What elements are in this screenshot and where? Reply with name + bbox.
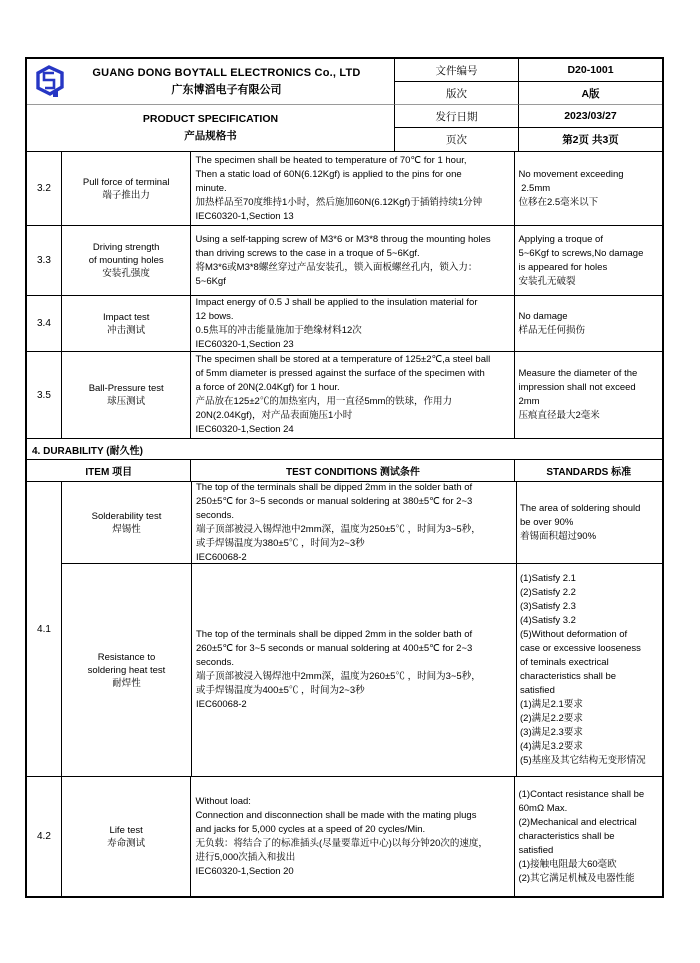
doc-title-en: PRODUCT SPECIFICATION (142, 113, 279, 125)
standards-cell: The area of soldering should be over 90% 着锡面积超过90% (520, 502, 641, 542)
row-number: 3.3 (27, 226, 62, 295)
standards-cell: No movement exceeding 2.5mm 位移在2.5毫米以下 (518, 168, 624, 208)
company-logo-icon (27, 65, 73, 99)
conditions-cell: The specimen shall be stored at a temperature of 125±2℃,a steel ball of 5mm diameter is pressed against the surface of the specimen with a force of 20N(2.04Kgf) for 1 hour. 产品放在125±2℃的加热室内，用一直径5mm的铁球，作用力 20N(2.04Kgf)，对产品表面施压1小时 IEC60320-1,Section 24 (191, 352, 515, 438)
field-value-doc-number: D20-1001 (519, 59, 662, 82)
item-cell: Impact test 冲击测试 (62, 296, 192, 351)
item-cell: Driving strength of mounting holes 安装孔强度 (62, 226, 192, 295)
field-label-revision: 版次 (395, 82, 519, 105)
document-header (27, 59, 662, 152)
column-header-conditions: TEST CONDITIONS 测试条件 (191, 460, 515, 481)
row-number: 3.2 (27, 152, 62, 225)
row-number: 3.5 (27, 352, 62, 438)
spec-table (25, 57, 664, 898)
field-label-page: 页次 (395, 128, 519, 151)
column-header-standards: STANDARDS 标准 (546, 467, 632, 478)
item-cell: Resistance to soldering heat test 耐焊性 (62, 564, 192, 776)
table-row-4-2 (27, 777, 662, 896)
doc-title-block (27, 105, 395, 151)
conditions-cell: Impact energy of 0.5 J shall be applied to the insulation material for 12 bows. 0.5焦耳的冲击能量施加于绝缘材料12次 IEC60320-1,Section 23 (191, 296, 515, 351)
row-number: 3.4 (27, 296, 62, 351)
doc-title-cn: 产品规格书 (184, 130, 237, 142)
company-block (27, 59, 395, 105)
conditions-cell: Using a self-tapping screw of M3*6 or M3*8 throug the mounting holes than driving screws to the case in a troque of 5~6Kgf. 将M3*6或M3*8螺丝穿过产品安装孔，锁入面板螺丝孔内，锁入力： 5~6Kgf (191, 226, 515, 295)
field-label-issue-date: 发行日期 (395, 105, 519, 128)
item-cell: Ball-Pressure test 球压测试 (62, 352, 192, 438)
table-row-3-2 (27, 152, 662, 226)
conditions-cell: Without load: Connection and disconnection shall be made with the mating plugs and jacks for 5,000 cycles at a speed of 20 cycles/Min. 无负载：将结合了的标准插头(尽量要靠近中心)以每分钟20次的速度， 进行5,000次插入和拔出 IEC60320-1,Section 20 (191, 777, 515, 896)
company-name (73, 67, 394, 97)
company-name-en: GUANG DONG BOYTALL ELECTRONICS Co., LTD (92, 66, 361, 79)
field-value-page: 第2页 共3页 (562, 134, 619, 146)
column-header-row (27, 460, 662, 482)
conditions-cell: The top of the terminals shall be dipped 2mm in the solder bath of 250±5℃ for 3~5 seconds or manual soldering at 380±5℃ for 2~3 seconds. 端子顶部被浸入锡焊池中2mm深，温度为250±5℃ ，时间为3~5秒， 或手焊锡温度为380±5℃ ，时间为2~3秒 IEC60068-2 (192, 482, 517, 563)
conditions-cell: The specimen shall be heated to temperature of 70℃ for 1 hour, Then a static load of 60N(6.12Kgf) is applied to the pins for one minute. 加热样品至70度维持1小时，然后施加60N(6.12Kgf)于插销持续1分钟 IEC60320-1,Section 13 (191, 152, 515, 225)
table-row-4-1 (27, 482, 662, 777)
standards-cell: Measure the diameter of the impression shall not exceed 2mm 压痕直径最大2毫米 (518, 368, 638, 421)
item-cell: Life test 寿命测试 (62, 777, 192, 896)
conditions-cell: The top of the terminals shall be dipped 2mm in the solder bath of 260±5℃ for 3~5 seconds or manual soldering at 400±5℃ for 2~3 seconds. 端子顶部被浸入锡焊池中2mm深，温度为260±5℃ ，时间为3~5秒， 或手焊锡温度为400±5℃ ，时间为2~3秒 IEC60068-2 (192, 564, 517, 776)
field-value-revision: A版 (519, 82, 662, 105)
column-header-item: ITEM 项目 (27, 460, 191, 481)
standards-cell: (1)Contact resistance shall be 60mΩ Max. (2)Mechanical and electrical characteristics shall be satisfied (1)接触电阻最大60毫欧 (2)其它满足机械及电器性能 (518, 788, 645, 884)
company-name-cn: 广东博滔电子有限公司 (171, 83, 282, 96)
table-row-3-5 (27, 352, 662, 439)
standards-cell: (1)Satisfy 2.1 (2)Satisfy 2.2 (3)Satisfy 2.3 (4)Satisfy 3.2 (5)Without deformation of case or excessive looseness of teminals exectrical characteristics shall be satisfied (1)满足2.1要求 (2)满足2.2要求 (3)满足2.3要求 (4)满足3.2要求 (5)基座及其它结构无变形情况 (520, 573, 646, 766)
standards-cell: No damage 样品无任何损伤 (518, 310, 585, 336)
table-row-3-3 (27, 226, 662, 296)
row-4-1-subrows (62, 482, 664, 776)
item-cell: Pull force of terminal 端子推出力 (62, 152, 192, 225)
field-label-doc-number: 文件编号 (395, 59, 519, 82)
row-number: 4.2 (27, 777, 62, 896)
row-number: 4.1 (27, 482, 62, 776)
standards-cell: Applying a troque of 5~6Kgf to screws,No damage is appeared for holes 安装孔无破裂 (518, 233, 644, 287)
table-row-solderability (62, 482, 664, 564)
section-4-title: 4. DURABILITY (耐久性) (27, 439, 662, 460)
table-row-3-4 (27, 296, 662, 352)
table-row-soldering-heat (62, 564, 664, 776)
item-cell: Solderability test 焊锡性 (62, 482, 192, 563)
field-value-issue-date: 2023/03/27 (519, 105, 662, 128)
